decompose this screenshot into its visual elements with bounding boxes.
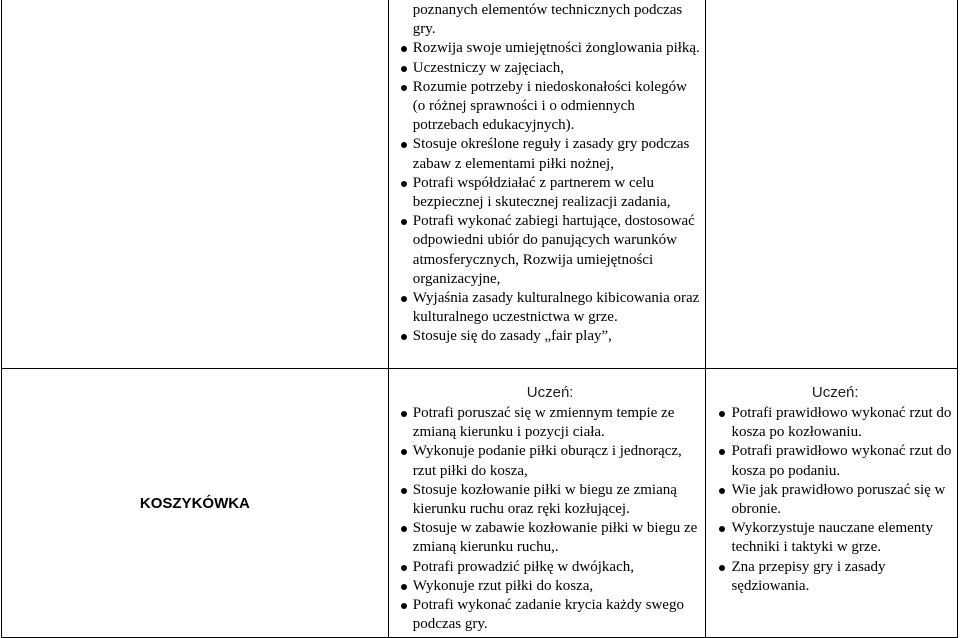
list-item-text: Stosuje określone reguły i zasady gry podczas zabaw z elementami piłki nożnej, — [412, 136, 690, 172]
sport-name: KOSZYKÓWKA — [139, 494, 250, 512]
list-item — [717, 558, 953, 596]
basic-skills-cell — [388, 369, 706, 638]
list-item-text: poznanych elementów technicznych podczas gry. — [412, 2, 683, 38]
list-item — [717, 442, 953, 480]
bullet-icon — [401, 603, 407, 609]
list-item-text: Rozumie potrzeby i niedoskonałości kolegów (o różnej sprawności i o odmiennych potrzebach edukacyjnych). — [412, 78, 687, 134]
skills-list — [399, 1, 702, 347]
sport-cell-empty — [2, 0, 389, 369]
table-row — [2, 369, 958, 638]
student-heading: Uczeń: — [811, 384, 859, 401]
sport-name-cell — [2, 369, 389, 638]
list-item — [399, 442, 702, 480]
list-item-text: Potrafi prawidłowo wykonać rzut do kosza po podaniu. — [731, 443, 952, 479]
bullet-icon — [401, 219, 407, 225]
list-item — [399, 59, 702, 78]
list-item-text: Stosuje się do zasady „fair play”, — [412, 328, 612, 345]
list-item-text: Wie jak prawidłowo poruszać się w obronie. — [731, 481, 946, 518]
list-item — [399, 1, 702, 39]
bullet-icon — [401, 411, 407, 417]
list-item-text: Potrafi prowadzić piłkę w dwójkach, — [412, 558, 634, 575]
list-item-text: Potrafi wykonać zadanie krycia każdy swego podczas gry. — [412, 597, 684, 633]
bullet-icon — [401, 565, 407, 571]
table-row — [2, 0, 958, 369]
list-item-text: Potrafi współdziałać z partnerem w celu bezpiecznej i skutecznej realizacji zadania, — [412, 174, 671, 211]
list-item — [399, 212, 702, 289]
list-item-text: Stosuje kozłowanie piłki w biegu ze zmianą kierunku ruchu oraz ręki kozłującej. — [412, 481, 677, 518]
list-item — [399, 39, 702, 58]
advanced-skills-cell — [706, 369, 958, 638]
bullet-icon — [401, 181, 407, 187]
list-item-text: Zna przepisy gry i zasady sędziowania. — [731, 558, 886, 594]
bullet-icon — [401, 66, 407, 72]
list-item-text: Wykorzystuje nauczane elementy techniki i taktyki w grze. — [731, 520, 933, 556]
list-item — [399, 327, 702, 346]
list-item — [399, 174, 702, 212]
list-item-text: Wykonuje podanie piłki oburącz i jednorącz, rzut piłki do kosza, — [412, 443, 682, 479]
list-item — [717, 519, 953, 557]
list-item-text: Wyjaśnia zasady kulturalnego kibicowania oraz kulturalnego uczestnictwa w grze. — [412, 290, 700, 326]
list-item-text: Potrafi wykonać zabiegi hartujące, dostosować odpowiedni ubiór do panujących warunków atmosferycznych, Rozwija umiejętności organizacyjne, — [412, 213, 695, 287]
list-item-text: Rozwija swoje umiejętności żonglowania piłką. — [412, 40, 700, 57]
bullet-icon — [401, 584, 407, 590]
list-item — [399, 78, 702, 136]
list-item — [399, 558, 702, 577]
list-item-text: Wykonuje rzut piłki do kosza, — [412, 577, 594, 594]
list-item — [399, 135, 702, 173]
list-item — [399, 404, 702, 442]
list-item — [399, 519, 702, 557]
list-item-text: Stosuje w zabawie kozłowanie piłki w biegu ze zmianą kierunku ruchu,. — [412, 520, 698, 556]
list-item-text: Uczestniczy w zajęciach, — [412, 59, 564, 76]
bullet-icon — [401, 488, 407, 494]
list-item-text: Potrafi poruszać się w zmiennym tempie ze zmianą kierunku i pozycji ciała. — [412, 405, 675, 441]
list-item — [399, 481, 702, 519]
student-heading: Uczeń: — [526, 384, 574, 401]
bullet-icon — [401, 296, 407, 302]
list-item — [717, 404, 953, 442]
list-item — [399, 577, 702, 596]
bullet-icon — [401, 526, 407, 532]
list-item — [399, 289, 702, 327]
list-item — [399, 596, 702, 634]
list-item-text: Potrafi prawidłowo wykonać rzut do kosza po kozłowaniu. — [731, 405, 952, 441]
advanced-cell-empty — [706, 0, 958, 369]
list-item — [717, 481, 953, 519]
advanced-skills-list — [717, 404, 953, 596]
bullet-icon — [401, 85, 407, 91]
skills-cell-football — [388, 0, 706, 369]
curriculum-table — [1, 0, 958, 638]
basic-skills-list — [399, 404, 702, 634]
